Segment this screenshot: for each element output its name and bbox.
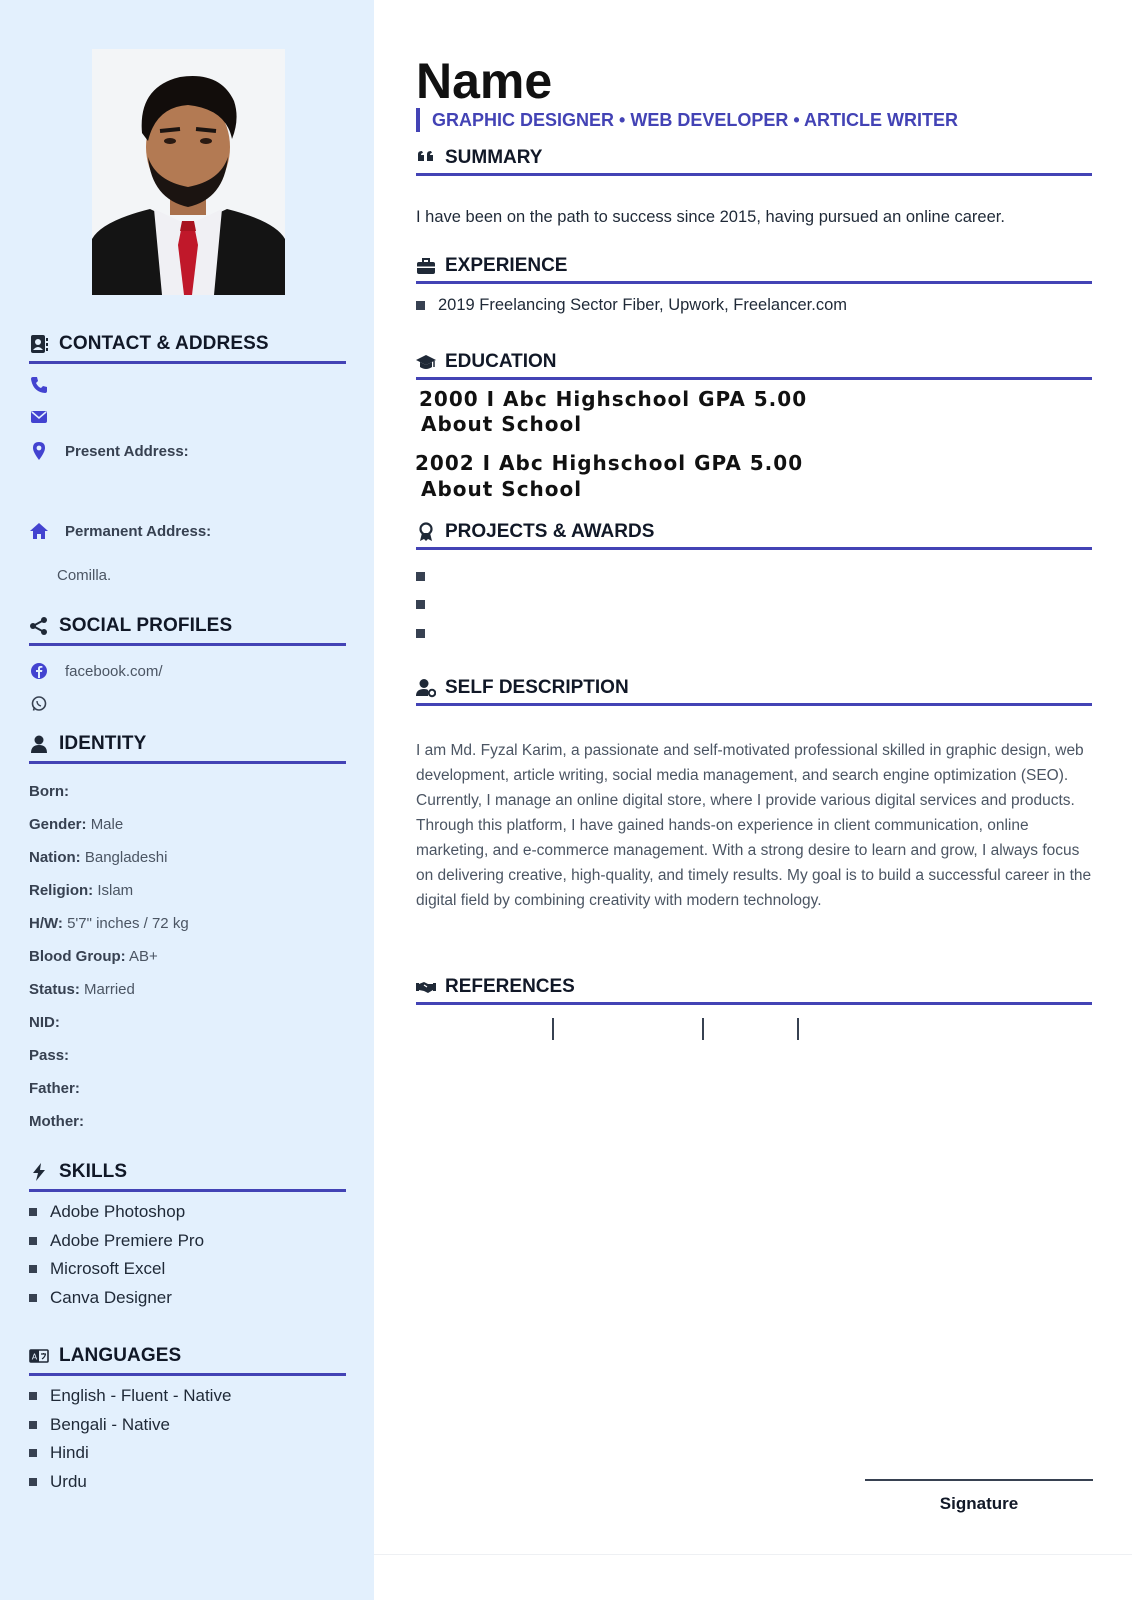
signature-line xyxy=(865,1479,1093,1481)
section-title: SUMMARY xyxy=(445,146,543,168)
section-title: LANGUAGES xyxy=(59,1344,182,1366)
reference-divider xyxy=(797,1018,799,1040)
education-section-header xyxy=(416,350,1092,380)
svg-text:A: A xyxy=(31,1352,38,1361)
profile-photo xyxy=(92,49,285,295)
identity-nid: NID: xyxy=(29,1014,60,1031)
section-title: PROJECTS & AWARDS xyxy=(445,520,655,542)
list-item: Adobe Photoshop xyxy=(29,1198,204,1227)
phone-icon xyxy=(29,375,49,395)
list-item: Microsoft Excel xyxy=(29,1255,204,1284)
identity-gender: Gender: Male xyxy=(29,816,124,833)
section-title: REFERENCES xyxy=(445,975,575,997)
skills-list xyxy=(29,1198,204,1312)
permanent-address-value: Comilla. xyxy=(57,567,112,584)
list-item: Urdu xyxy=(29,1468,231,1497)
summary-text: I have been on the path to success since 2015, having pursued an online career. xyxy=(416,208,1005,226)
references-section-header xyxy=(416,975,1092,1005)
profile-tagline: GRAPHIC DESIGNER • WEB DEVELOPER • ARTICLE WRITER xyxy=(416,108,958,132)
section-title: SKILLS xyxy=(59,1160,128,1182)
languages-list xyxy=(29,1382,231,1496)
facebook-link[interactable]: facebook.com/ xyxy=(65,662,163,680)
summary-section-header xyxy=(416,146,1092,176)
profile-name: Name xyxy=(416,53,553,109)
section-title: EXPERIENCE xyxy=(445,254,568,276)
section-title: SOCIAL PROFILES xyxy=(59,614,233,636)
self-description-section-header xyxy=(416,676,1092,706)
project-item xyxy=(416,598,438,610)
facebook-row[interactable] xyxy=(29,661,163,681)
email-row xyxy=(29,407,49,427)
phone-row xyxy=(29,375,49,395)
education-entry-sub: About School xyxy=(421,477,583,501)
project-item xyxy=(416,627,438,639)
person-portrait-icon xyxy=(92,49,285,295)
experience-item: 2019 Freelancing Sector Fiber, Upwork, Freelancer.com xyxy=(416,296,847,315)
permanent-address-row xyxy=(29,521,211,541)
whatsapp-row[interactable] xyxy=(29,694,49,714)
projects-section-header xyxy=(416,520,1092,550)
self-description-text: I am Md. Fyzal Karim, a passionate and self-motivated professional skilled in graphic design, web development, article writing, social media management, and search engine optimization (SEO). Currently, I manage an online digital store, where I provide various digital services and products. Through this platform, I have gained hands-on experience in client communication, online marketing, and e-commerce management. With a strong desire to learn and grow, I always focus on delivering creative, high-quality, and timely results. My goal is to build a successful career in the digital field by combining creativity with modern technology. xyxy=(416,742,1092,909)
section-title: CONTACT & ADDRESS xyxy=(59,332,269,354)
identity-mother: Mother: xyxy=(29,1113,84,1130)
reference-divider xyxy=(552,1018,554,1040)
whatsapp-icon xyxy=(29,694,49,714)
graduation-cap-icon xyxy=(416,352,436,372)
identity-status: Status: Married xyxy=(29,981,135,998)
list-item: Adobe Premiere Pro xyxy=(29,1227,204,1256)
share-icon xyxy=(29,616,49,636)
identity-religion: Religion: Islam xyxy=(29,882,134,899)
experience-section-header xyxy=(416,254,1092,284)
section-title: SELF DESCRIPTION xyxy=(445,676,629,698)
address-book-icon xyxy=(29,334,49,354)
section-title: IDENTITY xyxy=(59,732,147,754)
identity-section-header xyxy=(29,730,346,764)
identity-passport: Pass: xyxy=(29,1047,70,1064)
language-icon xyxy=(29,1346,49,1366)
quote-icon xyxy=(416,148,436,168)
user-icon xyxy=(29,734,49,754)
award-ribbon-icon xyxy=(416,522,436,542)
project-item xyxy=(416,570,438,582)
home-icon xyxy=(29,521,49,541)
list-item: Bengali - Native xyxy=(29,1411,231,1440)
social-section-header xyxy=(29,612,346,646)
footer-divider xyxy=(374,1554,1132,1555)
list-item: Hindi xyxy=(29,1439,231,1468)
identity-height-weight: H/W: 5'7" inches / 72 kg xyxy=(29,915,189,932)
reference-divider xyxy=(702,1018,704,1040)
sidebar xyxy=(0,0,374,1600)
envelope-icon xyxy=(29,407,49,427)
education-entry-line: 2002 I Abc Highschool GPA 5.00 xyxy=(415,451,804,475)
list-item: English - Fluent - Native xyxy=(29,1382,231,1411)
list-item: Canva Designer xyxy=(29,1284,204,1313)
education-entry-sub: About School xyxy=(421,412,583,436)
briefcase-icon xyxy=(416,256,436,276)
user-gear-icon xyxy=(416,678,436,698)
contact-section-header xyxy=(29,330,346,364)
education-entry-line: 2000 I Abc Highschool GPA 5.00 xyxy=(419,387,808,411)
present-address-label: Present Address: xyxy=(65,442,189,460)
facebook-icon xyxy=(29,661,49,681)
identity-nation: Nation: Bangladeshi xyxy=(29,849,168,866)
lightning-bolt-icon xyxy=(29,1162,49,1182)
signature-label: Signature xyxy=(939,1494,1019,1513)
identity-born: Born: xyxy=(29,783,69,800)
section-title: EDUCATION xyxy=(445,350,557,372)
languages-section-header xyxy=(29,1342,346,1376)
present-address-row xyxy=(29,441,189,461)
identity-father: Father: xyxy=(29,1080,80,1097)
map-pin-icon xyxy=(29,441,49,461)
permanent-address-label: Permanent Address: xyxy=(65,522,212,540)
identity-blood-group: Blood Group: AB+ xyxy=(29,948,158,965)
handshake-icon xyxy=(416,977,436,997)
skills-section-header xyxy=(29,1158,346,1192)
